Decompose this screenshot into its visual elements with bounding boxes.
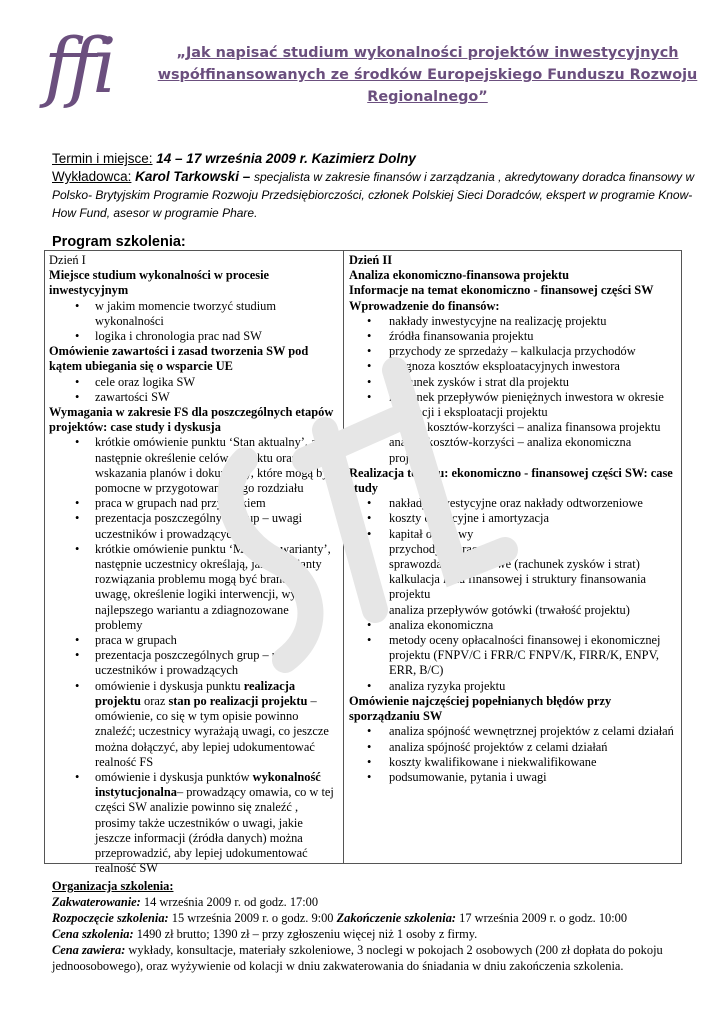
day-one-section-1-list xyxy=(49,299,335,345)
day-one-section-3: Wymagania w zakresie FS dla poszczególnych etapów projektów: case study i dyskusja xyxy=(49,405,334,435)
day-two-line-1: Analiza ekonomiczno-finansowa projektu xyxy=(349,268,570,283)
start-label: Rozpoczęcie szkolenia: xyxy=(52,911,169,925)
program-table xyxy=(44,250,682,876)
list-item: • prezentacja poszczególnych grup – uwagi uczestników i prowadzących xyxy=(49,511,335,541)
day-two-section-1-list xyxy=(349,314,675,466)
start-value: 15 września 2009 r. o godz. 9:00 xyxy=(168,911,337,925)
day-two-column xyxy=(349,253,675,785)
list-item: • zawartości SW xyxy=(49,390,335,405)
list-item: • podsumowanie, pytania i uwagi xyxy=(349,770,675,785)
day-one-section-2: Omówienie zawartości i zasad tworzenia SW pod kątem ubiegania się o wsparcie UE xyxy=(49,344,309,374)
price-line xyxy=(52,926,702,942)
lecturer-line xyxy=(52,168,702,222)
day-one-heading: Dzień I xyxy=(49,253,86,267)
list-item: • rachunek zysków i strat dla projektu xyxy=(349,375,675,390)
list-item: • nakłady inwestycyjne oraz nakłady odtworzeniowe xyxy=(349,496,675,511)
date-line xyxy=(52,150,702,168)
text-run: – omówienie, co się w tym opisie powinno znaleźć; uczestnicy wyrażają uwagi, co jeszcze można dołączyć, aby lepiej udokumentować realność FS xyxy=(95,693,329,769)
lecturer-name: Karol Tarkowski – xyxy=(131,169,254,184)
list-item: • analiza kosztów-korzyści – analiza finansowa projektu xyxy=(349,420,675,435)
column-divider xyxy=(343,251,344,863)
ffi-logo: ffi xyxy=(44,21,113,110)
list-item: • rachunek przepływów pieniężnych inwestora w okresie realizacji i eksploatacji projektu xyxy=(349,390,675,420)
includes-line xyxy=(52,942,702,974)
price-value: 1490 zł brutto; 1390 zł – przy zgłoszeniu więcej niż 1 osoby z firmy. xyxy=(133,927,478,941)
text-run: omówienie i dyskusja punktu xyxy=(95,678,244,693)
list-item: • źródła finansowania projektu xyxy=(349,329,675,344)
end-value: 17 września 2009 r. o godz. 10:00 xyxy=(456,911,628,925)
list-item: • koszty operacyjne i amortyzacja xyxy=(349,511,675,526)
lecturer-label: Wykładowca: xyxy=(52,169,132,184)
course-meta xyxy=(52,150,702,222)
list-item: • analiza ryzyka projektu xyxy=(349,679,675,694)
list-item: • krótkie omówienie punktu ‘Stan aktualny’, a następnie określenie celów projektu oraz wskazania planów i dokumenty, które mogą być pomocne w przygotowaniu tego rozdziału xyxy=(49,435,335,496)
checkin-line xyxy=(52,894,702,910)
organization-heading: Organizacja szkolenia: xyxy=(52,879,174,893)
day-one-section-1: Miejsce studium wykonalności w procesie inwestycyjnym xyxy=(49,268,270,298)
text-run: oraz xyxy=(140,693,169,708)
text-run-bold: realizacja projektu xyxy=(95,678,296,708)
organization-section xyxy=(52,878,702,974)
date-label: Termin i miejsce: xyxy=(52,151,153,166)
program-title: Program szkolenia: xyxy=(52,234,186,250)
document-title xyxy=(150,42,705,108)
list-item: • w jakim momencie tworzyć studium wykonalności xyxy=(49,299,335,329)
day-one-column xyxy=(49,253,335,876)
list-item: • analiza spójność projektów z celami działań xyxy=(349,740,675,755)
day-two-line-2: Informacje na temat ekonomiczno - finansowej części SW xyxy=(349,283,654,298)
list-item xyxy=(49,679,335,770)
list-item: • prezentacja poszczególnych grup – uwagi uczestników i prowadzących xyxy=(49,648,335,678)
list-item: • kalkulacja luku finansowej i struktury finansowania projektu xyxy=(349,572,675,602)
end-label: Zakończenie szkolenia: xyxy=(336,911,457,925)
includes-value: wykłady, konsultacje, materiały szkoleniowe, 3 noclegi w pokojach 2 osobowych (200 zł dopłata do pokoju jednoosobowego), oraz wyżywienie od kolacji w dniu zakwaterowania do śniadania w dniu zakończenia szkolenia. xyxy=(52,943,663,973)
day-two-section-3-list xyxy=(349,724,675,785)
day-two-section-2-list xyxy=(349,496,675,694)
list-item: • cele oraz logika SW xyxy=(49,375,335,390)
text-run: omówienie i dyskusja punktów xyxy=(95,769,253,784)
day-two-section-1: Wprowadzenie do finansów: xyxy=(349,298,500,313)
list-item: • analiza ekonomiczna xyxy=(349,618,675,633)
list-item: • praca w grupach xyxy=(49,633,335,648)
day-one-section-3-list xyxy=(49,435,335,876)
text-run-bold: wykonalność instytucjonalna xyxy=(95,769,321,800)
list-item: • krótkie omówienie punktu ‘Możliwe warianty’, następnie uczestnicy określają, jakie warianty rozwiązania problemu mogą być brane pod uwagę, określenie logiki interwencji, wybór najlepszego wariantu a zdiagnozowane problemy xyxy=(49,542,335,633)
list-item: • przychody ze sprzedaży – kalkulacja przychodów xyxy=(349,344,675,359)
list-item: • analiza spójność wewnętrznej projektów z celami działań xyxy=(349,724,675,739)
includes-label: Cena zawiera: xyxy=(52,943,126,957)
checkin-value: 14 września 2009 r. od godz. 17:00 xyxy=(140,895,319,909)
day-two-heading: Dzień II xyxy=(349,253,393,267)
text-run-bold: stan po realizacji projektu xyxy=(168,693,308,708)
list-item: • logika i chronologia prac nad SW xyxy=(49,329,335,344)
checkin-label: Zakwaterowanie: xyxy=(52,895,141,909)
list-item: • metody oceny opłacalności finansowej i ekonomicznej projektu (FNPV/C i FRR/C FNPV/K, FIRR/K, ENPV, ERR, B/C) xyxy=(349,633,675,679)
list-item: • kapitał obrotowy xyxy=(349,527,675,542)
list-item: • analiza kosztów-korzyści – analiza ekonomiczna projektu xyxy=(349,435,675,465)
price-label: Cena szkolenia: xyxy=(52,927,134,941)
list-item: • nakłady inwestycyjne na realizację projektu xyxy=(349,314,675,329)
schedule-line xyxy=(52,910,702,926)
list-item xyxy=(49,770,335,876)
text-run: – prowadzący omawia, co w tej części SW analizie powinno się znaleźć , prosimy także uczestników o uwagi, jakie jeszcze informacji (źródła danych) można przeprowadzić, aby lepiej udokumentować realność SW xyxy=(95,785,334,876)
list-item: • przychody operacyjne xyxy=(349,542,675,557)
list-item: • koszty kwalifikowane i niekwalifikowane xyxy=(349,755,675,770)
day-two-section-3: Omówienie najczęściej popełnianych błędów przy sporządzaniu SW xyxy=(349,693,612,724)
day-two-section-2: Realizacja tematu: ekonomiczno - finansowej części SW: case study xyxy=(349,465,673,496)
list-item: • praca w grupach nad przypadkiem xyxy=(49,496,335,511)
date-value: 14 – 17 września 2009 r. Kazimierz Dolny xyxy=(152,151,416,166)
title-text: „Jak napisać studium wykonalności projektów inwestycyjnych współfinansowanych ze środków Europejskiego Funduszu Rozwoju Regionalnego” xyxy=(157,45,698,105)
list-item: • prognoza kosztów eksploatacyjnych inwestora xyxy=(349,359,675,374)
lecturer-description: specjalista w zakresie finansów i zarządzania , akredytowany doradca finansowy w Polsko- Brytyjskim Programie Rozwoju Przedsiębiorczości, członek Polskiej Sieci Doradców, ekspert w programie Know-How Fund, asesor w programie Phare. xyxy=(52,170,695,220)
list-item: • analiza przepływów gotówki (trwałość projektu) xyxy=(349,603,675,618)
list-item: • sprawozdania finansowe (rachunek zysków i strat) xyxy=(349,557,675,572)
day-one-section-2-list xyxy=(49,375,335,405)
